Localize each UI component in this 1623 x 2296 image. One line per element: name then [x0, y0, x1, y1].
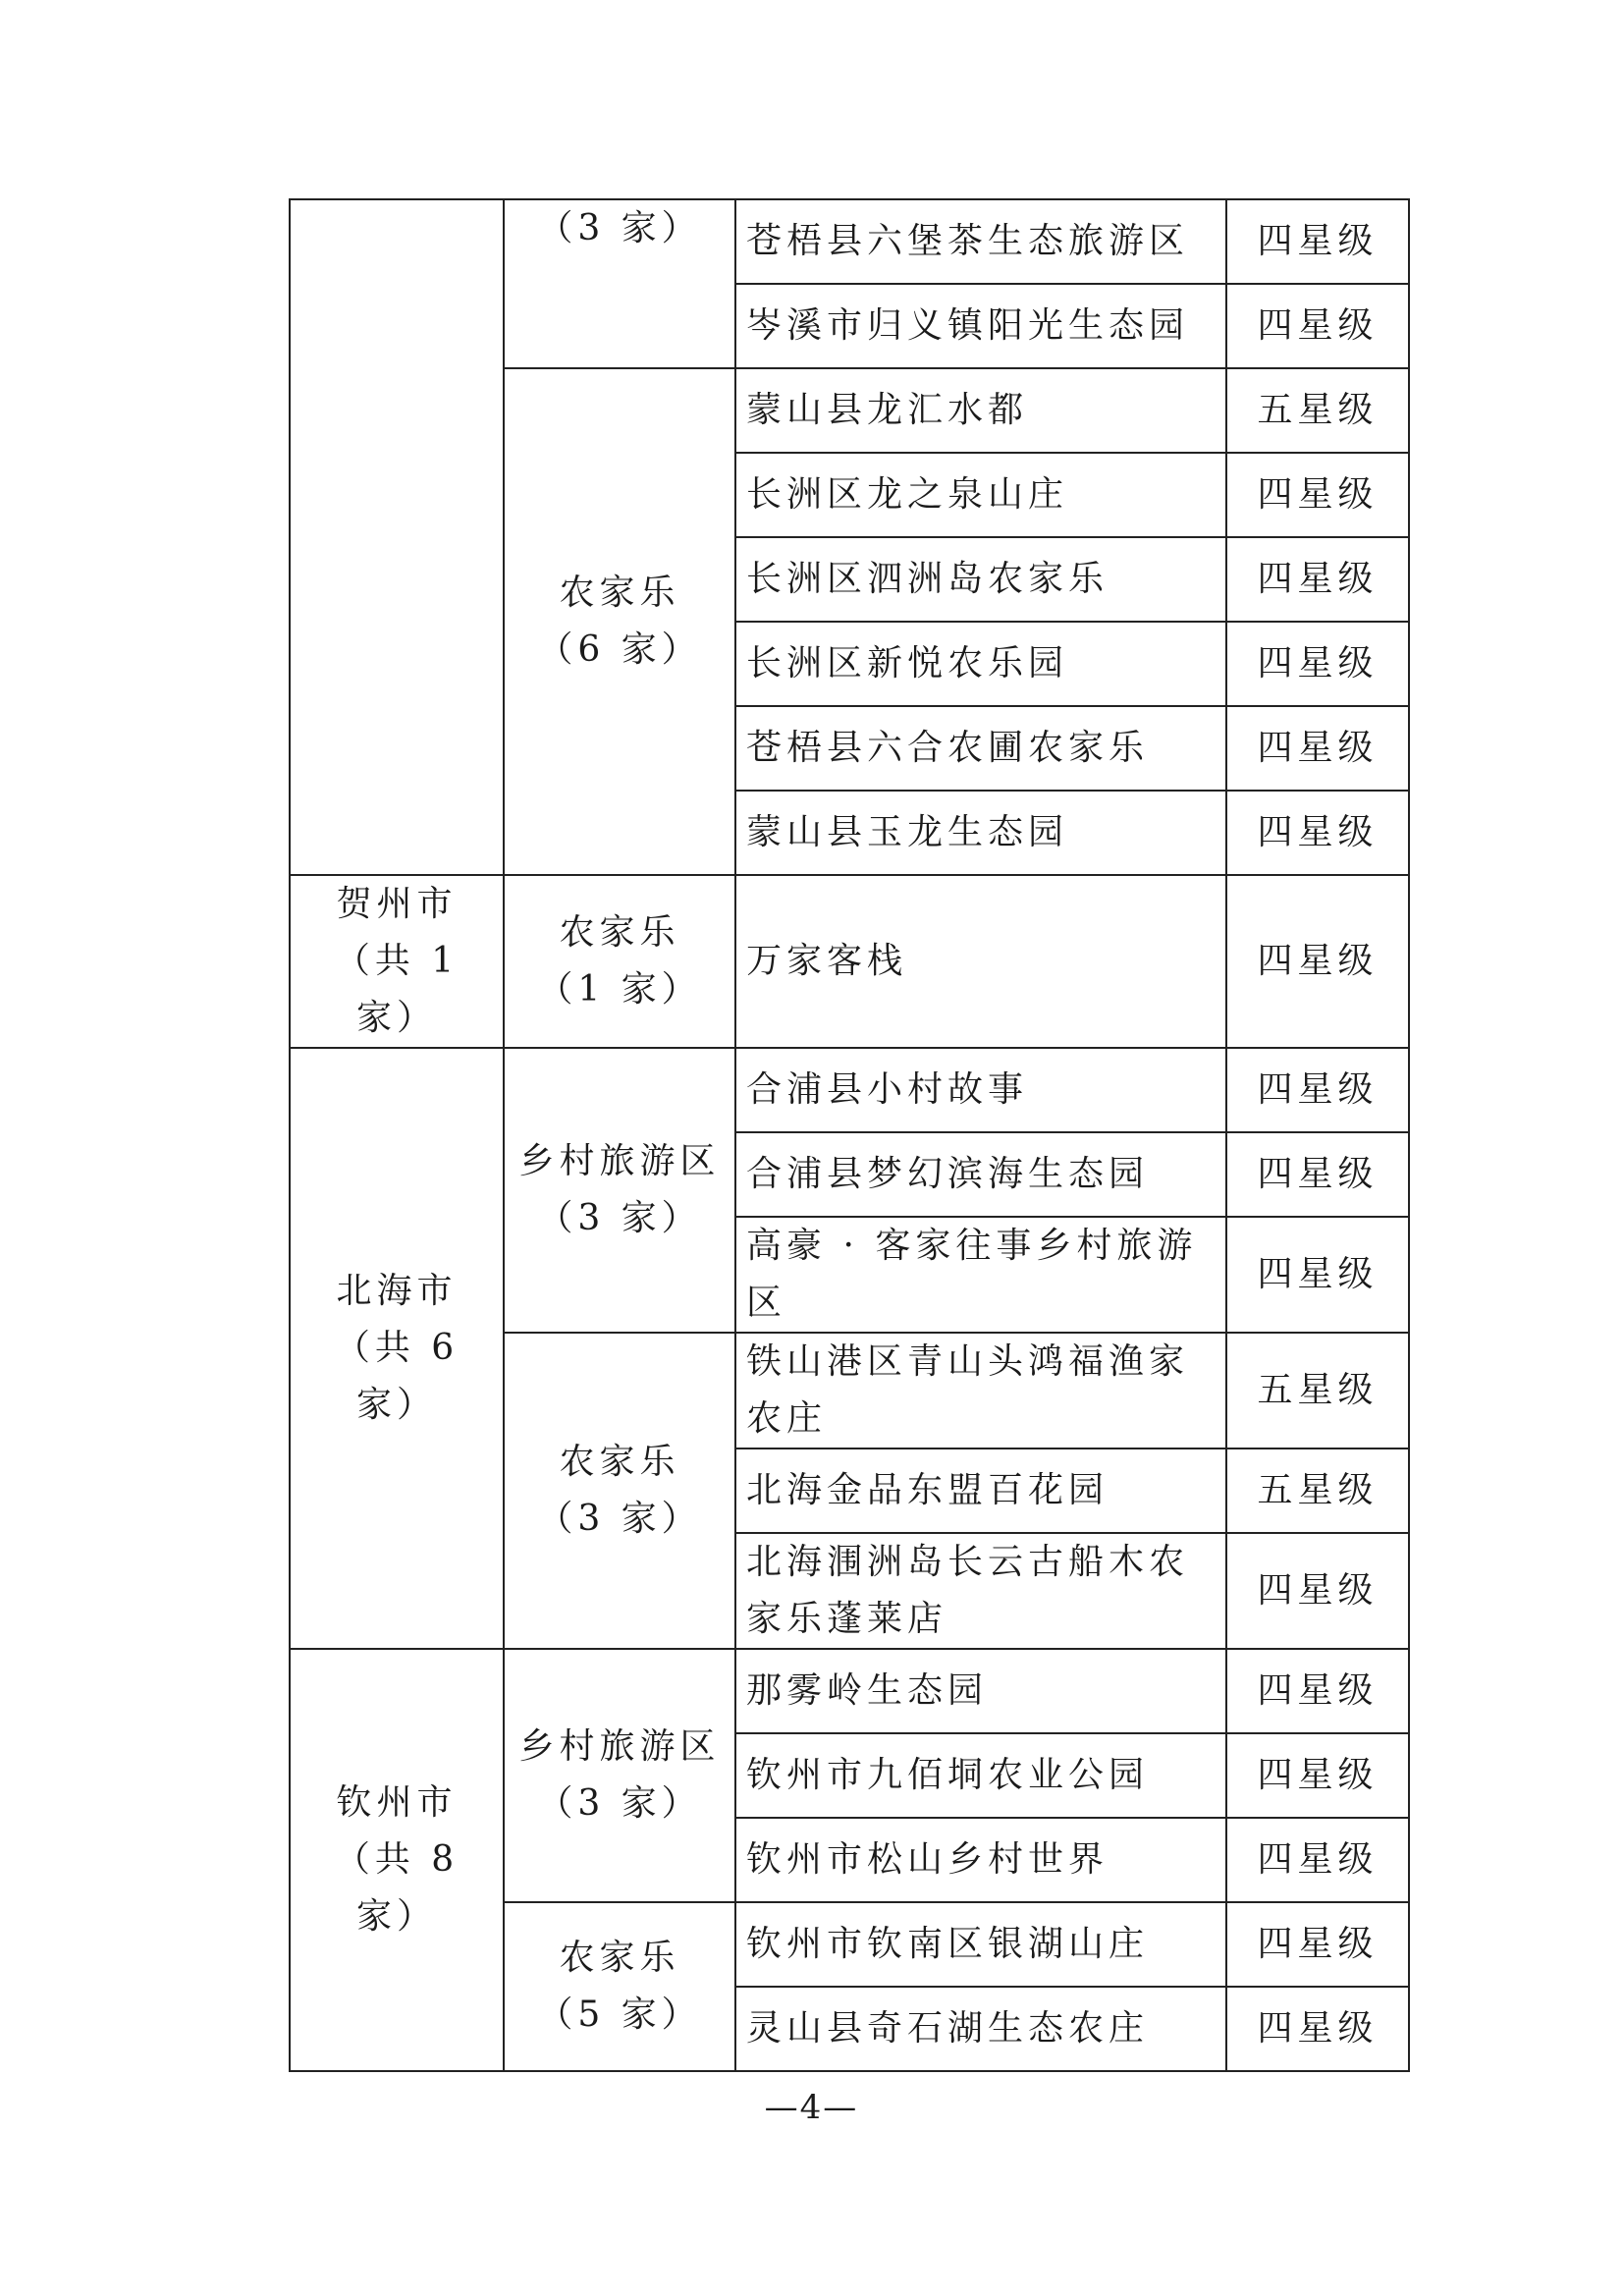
site-name: 灵山县奇石湖生态农庄 — [735, 1987, 1226, 2071]
category-name: 乡村旅游区 — [518, 1141, 721, 1181]
star-level: 四星级 — [1226, 1649, 1409, 1733]
site-name: 那雾岭生态园 — [735, 1649, 1226, 1733]
star-level: 四星级 — [1226, 1048, 1409, 1132]
star-level: 五星级 — [1226, 1333, 1409, 1449]
star-level: 四星级 — [1226, 1902, 1409, 1987]
star-level: 五星级 — [1226, 1449, 1409, 1533]
city-cell — [290, 1048, 504, 1649]
category-count: （3 家） — [537, 1499, 702, 1539]
city-name: 贺州市 — [336, 884, 458, 924]
site-name: 铁山港区青山头鸿福渔家农庄 — [735, 1333, 1226, 1449]
site-name: 苍梧县六合农圃农家乐 — [735, 706, 1226, 791]
category-cell — [504, 875, 735, 1048]
category-cell — [504, 1902, 735, 2071]
city-cell — [290, 199, 504, 875]
star-level: 四星级 — [1226, 706, 1409, 791]
star-level: 四星级 — [1226, 622, 1409, 706]
category-cell — [504, 199, 735, 368]
table-row — [290, 1048, 1409, 1132]
site-name: 钦州市九佰垌农业公园 — [735, 1733, 1226, 1818]
table-row — [290, 1649, 1409, 1733]
page-number: —4— — [764, 2088, 859, 2127]
category-name: 农家乐 — [559, 1442, 680, 1482]
site-name: 合浦县小村故事 — [735, 1048, 1226, 1132]
star-level: 四星级 — [1226, 453, 1409, 537]
site-name: 蒙山县玉龙生态园 — [735, 791, 1226, 875]
site-name: 北海涠洲岛长云古船木农家乐蓬莱店 — [735, 1533, 1226, 1649]
star-level: 四星级 — [1226, 1733, 1409, 1818]
site-name: 北海金品东盟百花园 — [735, 1449, 1226, 1533]
site-name: 蒙山县龙汇水都 — [735, 368, 1226, 453]
category-name: 农家乐 — [559, 573, 680, 613]
category-name: 农家乐 — [559, 912, 680, 953]
category-count: （3 家） — [537, 208, 702, 248]
city-count: （共 1 家） — [334, 941, 460, 1038]
site-name: 长洲区泗洲岛农家乐 — [735, 537, 1226, 622]
table-row — [290, 875, 1409, 1048]
city-count: （共 8 家） — [334, 1839, 460, 1937]
star-level: 四星级 — [1226, 875, 1409, 1048]
rating-table — [289, 198, 1410, 2072]
city-count: （共 6 家） — [334, 1328, 460, 1425]
site-name: 长洲区龙之泉山庄 — [735, 453, 1226, 537]
city-cell — [290, 1649, 504, 2071]
site-name: 钦州市钦南区银湖山庄 — [735, 1902, 1226, 1987]
category-cell — [504, 1048, 735, 1333]
star-level: 四星级 — [1226, 199, 1409, 284]
city-cell — [290, 875, 504, 1048]
city-name: 钦州市 — [336, 1782, 458, 1823]
table-row — [290, 199, 1409, 284]
star-level: 四星级 — [1226, 1217, 1409, 1333]
category-cell — [504, 1649, 735, 1902]
star-level: 四星级 — [1226, 1132, 1409, 1217]
star-level: 四星级 — [1226, 1818, 1409, 1902]
category-name: 农家乐 — [559, 1938, 680, 1978]
site-name: 高豪 · 客家往事乡村旅游区 — [735, 1217, 1226, 1333]
site-name: 岑溪市归义镇阳光生态园 — [735, 284, 1226, 368]
site-name: 合浦县梦幻滨海生态园 — [735, 1132, 1226, 1217]
star-level: 四星级 — [1226, 537, 1409, 622]
star-level: 四星级 — [1226, 284, 1409, 368]
category-count: （3 家） — [537, 1198, 702, 1238]
category-cell — [504, 368, 735, 875]
site-name: 万家客栈 — [735, 875, 1226, 1048]
star-level: 四星级 — [1226, 1987, 1409, 2071]
site-name: 长洲区新悦农乐园 — [735, 622, 1226, 706]
star-level: 四星级 — [1226, 791, 1409, 875]
star-level: 五星级 — [1226, 368, 1409, 453]
site-name: 苍梧县六堡茶生态旅游区 — [735, 199, 1226, 284]
category-count: （6 家） — [537, 629, 702, 670]
category-count: （1 家） — [537, 969, 702, 1010]
category-name: 乡村旅游区 — [518, 1726, 721, 1767]
category-count: （5 家） — [537, 1995, 702, 2035]
site-name: 钦州市松山乡村世界 — [735, 1818, 1226, 1902]
city-name: 北海市 — [336, 1271, 458, 1311]
star-level: 四星级 — [1226, 1533, 1409, 1649]
category-cell — [504, 1333, 735, 1649]
category-count: （3 家） — [537, 1783, 702, 1824]
